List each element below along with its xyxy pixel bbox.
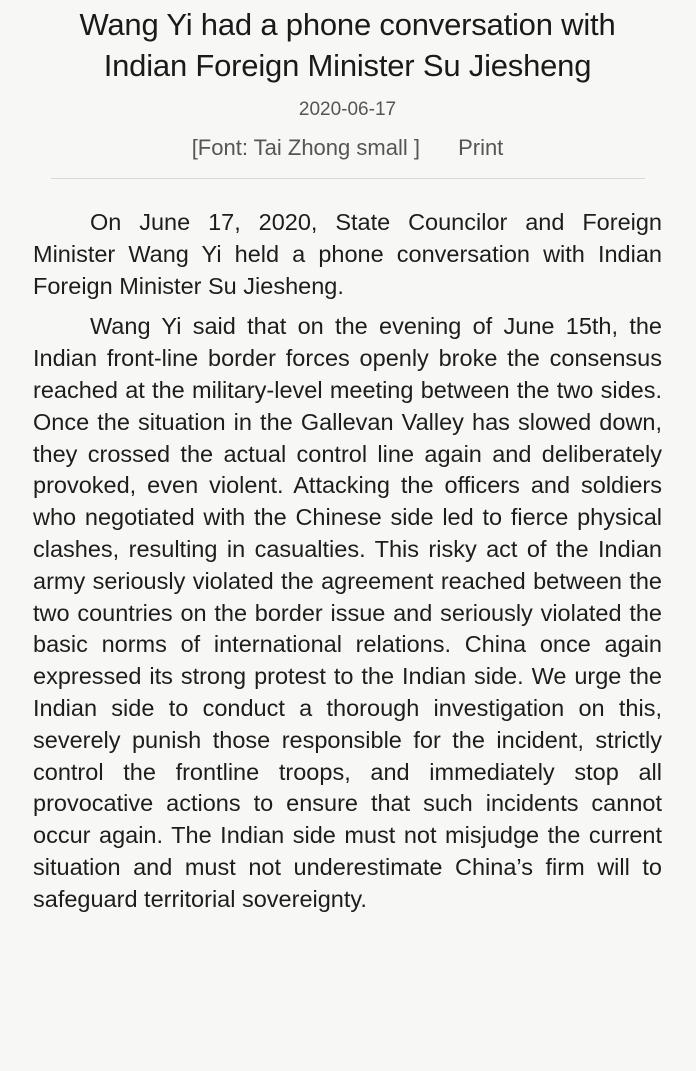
article-title-line-2: Indian Foreign Minister Su Jiesheng bbox=[103, 48, 592, 83]
article-paragraph: Wang Yi said that on the evening of June 15th, the Indian front-line border forces openly broke the consensus reached at the military-level meeting between the two sides. Once the situation in the Gallevan Valley has slowed down, they crossed the actual control line again and deliberately provoked, even violent. Attacking the officers and soldiers who negotiated with the Chinese side led to fierce physical clashes, resulting in casualties. This risky act of the Indian army seriously violated the agreement reached between the two countries on the border issue and seriously violated the basic norms of international relations. China once again expressed its strong protest to the Indian side. We urge the Indian side to conduct a thorough investigation on this, severely punish those responsible for the incident, strictly control the frontline troops, and immediately stop all provocative actions to ensure that such incidents cannot occur again. The Indian side must not misjudge the current situation and must not underestimate China’s firm will to safeguard territorial sovereignty. bbox=[33, 313, 662, 912]
article-paragraph: On June 17, 2020, State Councilor and Foreign Minister Wang Yi held a phone conversation with Indian Foreign Minister Su Jiesheng. bbox=[33, 209, 662, 299]
article-tools bbox=[33, 134, 662, 162]
article-title-line-1: Wang Yi had a phone conversation with bbox=[79, 7, 616, 42]
article-title bbox=[33, 0, 662, 86]
article-body bbox=[33, 207, 662, 916]
header-divider bbox=[51, 178, 645, 179]
font-size-control[interactable]: [Font: Tai Zhong small ] bbox=[191, 135, 420, 160]
print-link[interactable]: Print bbox=[458, 135, 504, 160]
article-date: 2020-06-17 bbox=[298, 99, 397, 120]
